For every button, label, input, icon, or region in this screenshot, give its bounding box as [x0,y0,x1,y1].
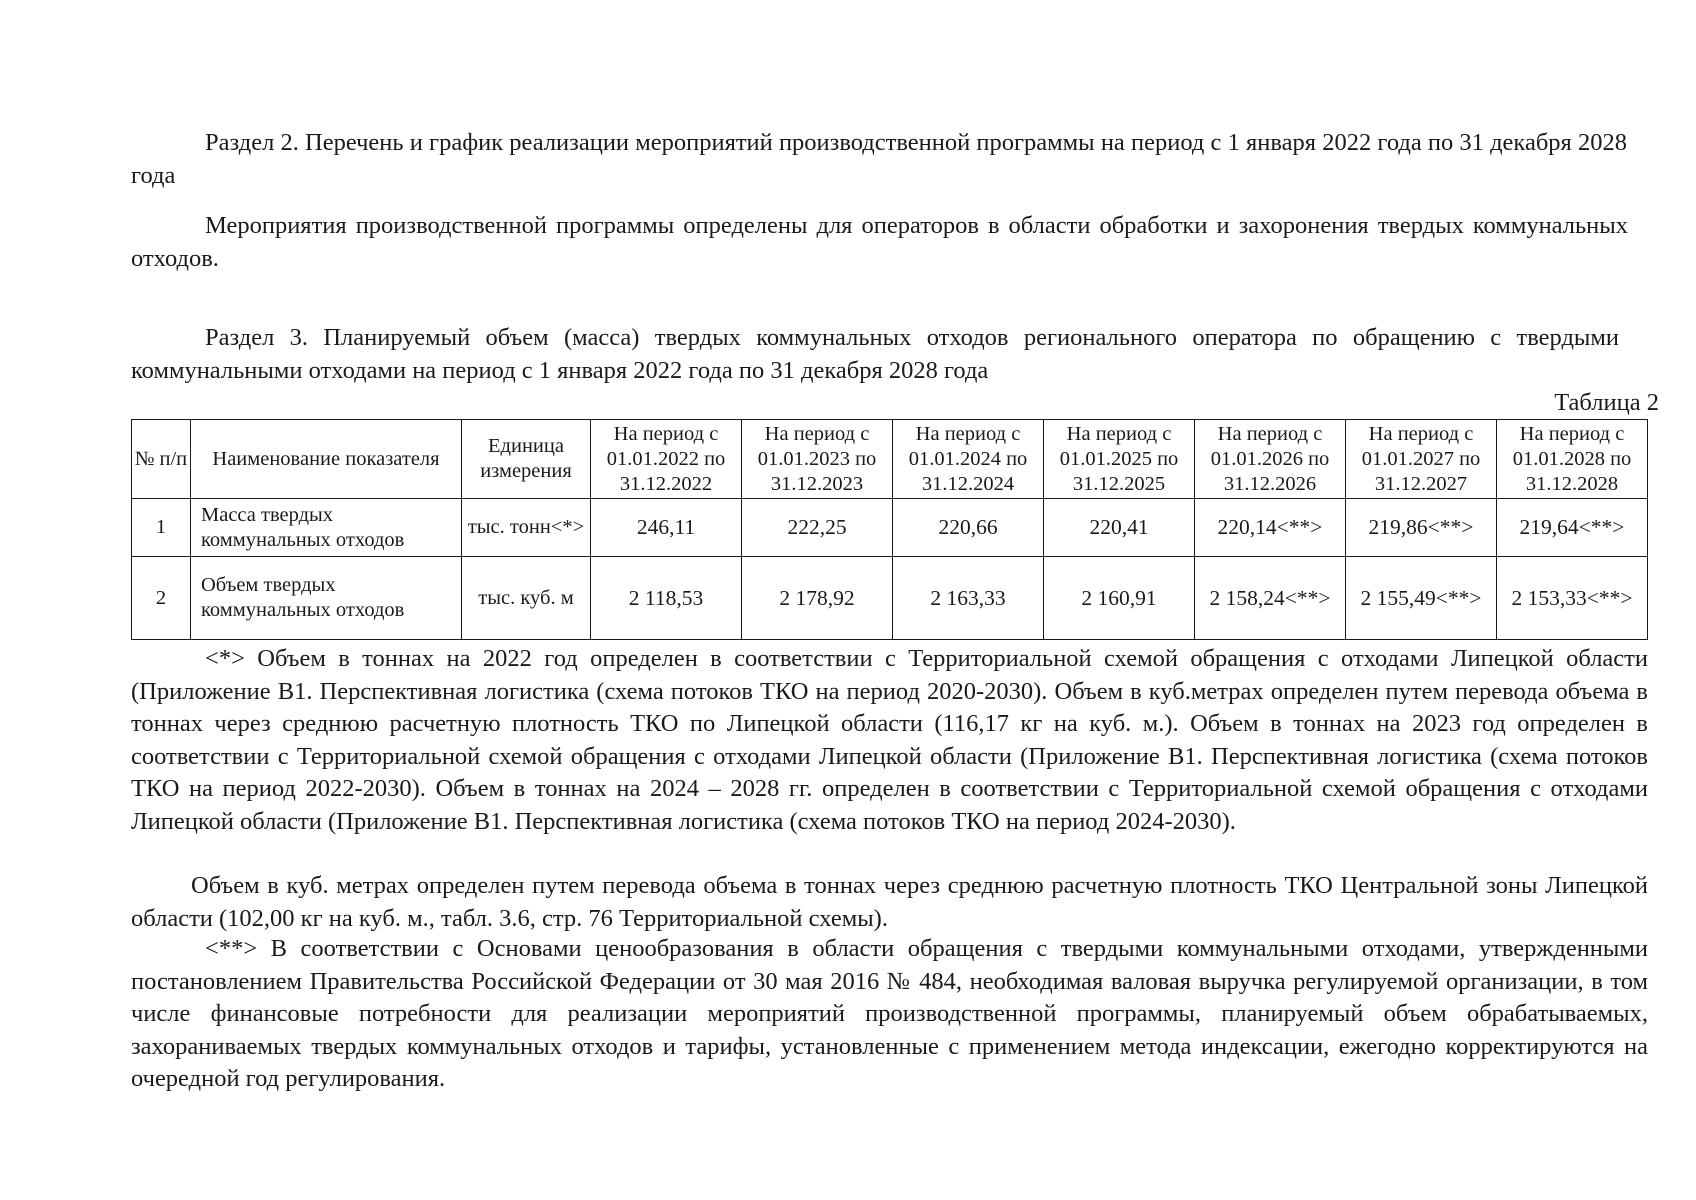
table-header-row [132,420,1648,499]
section-2-text: Мероприятия производственной программы определены для операторов в области обработки и захоронения твердых коммунальных отходов. [131,212,1628,272]
row-value-2023: 222,25 [742,499,893,557]
section-3-heading: Раздел 3. Планируемый объем (масса) твердых коммунальных отходов регионального оператора по обращению с твердыми коммунальными отходами на период с 1 января 2022 года по 31 декабря 2028 года [131,324,1619,384]
header-period-2027: На период с 01.01.2027 по 31.12.2027 [1346,420,1497,499]
row-value-2024: 220,66 [893,499,1044,557]
row-unit: тыс. тонн<*> [462,499,591,557]
table-row [132,499,1648,557]
header-period-2025: На период с 01.01.2025 по 31.12.2025 [1044,420,1195,499]
row-unit: тыс. куб. м [462,557,591,640]
row-value-2024: 2 163,33 [893,557,1044,640]
header-period-2026: На период с 01.01.2026 по 31.12.2026 [1195,420,1346,499]
header-num: № п/п [132,420,191,499]
row-value-2025: 2 160,91 [1044,557,1195,640]
row-name: Масса твердых коммунальных отходов [191,499,462,557]
row-num: 2 [132,557,191,640]
row-value-2027: 2 155,49<**> [1346,557,1497,640]
row-value-2023: 2 178,92 [742,557,893,640]
row-value-2028: 2 153,33<**> [1497,557,1648,640]
footnote-double-star: <**> В соответствии с Основами ценообразования в области обращения с твердыми коммунальными отходами, утвержденными постановлением Правительства Российской Федерации от 30 мая 2016 № 484, необходимая валовая выручка регулируемой организации, в том числе финансовые потребности для реализации мероприятий производственной программы, планируемый объем обрабатываемых, захораниваемых твердых коммунальных отходов и тарифы, установленные с применением метода индексации, ежегодно корректируются на очередной год регулирования. [131,935,1648,1092]
waste-volume-table [131,419,1648,640]
section-2-heading: Раздел 2. Перечень и график реализации мероприятий производственной программы на период с 1 января 2022 года по 31 декабря 2028 года [131,129,1627,189]
row-value-2027: 219,86<**> [1346,499,1497,557]
header-name: Наименование показателя [191,420,462,499]
row-value-2026: 2 158,24<**> [1195,557,1346,640]
row-value-2022: 246,11 [591,499,742,557]
header-unit: Единица измерения [462,420,591,499]
footnote-volume: Объем в куб. метрах определен путем перевода объема в тоннах через среднюю расчетную плотность ТКО Центральной зоны Липецкой области (102,00 кг на куб. м., табл. 3.6, стр. 76 Территориальной схемы). [131,872,1648,932]
table-row [132,557,1648,640]
row-num: 1 [132,499,191,557]
table-label: Таблица 2 [1554,389,1659,416]
header-period-2024: На период с 01.01.2024 по 31.12.2024 [893,420,1044,499]
header-period-2028: На период с 01.01.2028 по 31.12.2028 [1497,420,1648,499]
header-period-2023: На период с 01.01.2023 по 31.12.2023 [742,420,893,499]
row-value-2025: 220,41 [1044,499,1195,557]
row-name: Объем твердых коммунальных отходов [191,557,462,640]
row-value-2028: 219,64<**> [1497,499,1648,557]
row-value-2022: 2 118,53 [591,557,742,640]
header-period-2022: На период с 01.01.2022 по 31.12.2022 [591,420,742,499]
row-value-2026: 220,14<**> [1195,499,1346,557]
footnote-star: <*> Объем в тоннах на 2022 год определен в соответствии с Территориальной схемой обращения с отходами Липецкой области (Приложение В1. Перспективная логистика (схема потоков ТКО на период 2020-2030). Объем в куб.метрах определен путем перевода объема в тоннах через среднюю расчетную плотность ТКО по Липецкой области (116,17 кг на куб. м.). Объем в тоннах на 2023 год определен в соответствии с Территориальной схемой обращения с отходами Липецкой области (Приложение В1. Перспективная логистика (схема потоков ТКО на период 2022-2030). Объем в тоннах на 2024 – 2028 гг. определен в соответствии с Территориальной схемой обращения с отходами Липецкой области (Приложение В1. Перспективная логистика (схема потоков ТКО на период 2024-2030). [131,645,1648,835]
